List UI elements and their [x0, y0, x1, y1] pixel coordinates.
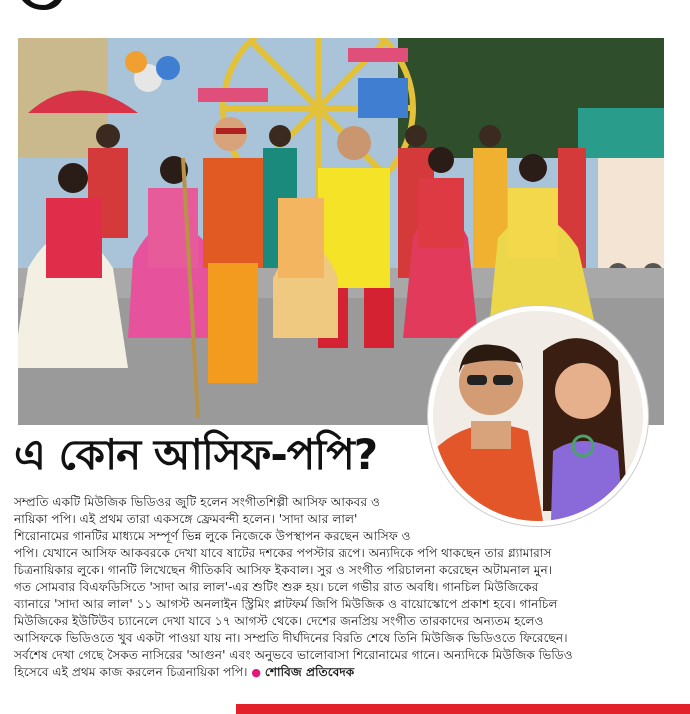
byline: শোবিজ প্রতিবেদক — [264, 665, 355, 679]
article-headline: এ কোন আসিফ-পপি? — [14, 430, 378, 479]
body-line: সম্প্রতি একটি মিউজিক ভিডিওর জুটি হলেন সংগীতশিল্পী আসিফ আকবর ও — [14, 495, 380, 509]
body-line-last — [14, 664, 678, 681]
body-line: আসিফকে ভিডিওতে খুব একটা পাওয়া যায় না। সম্প্রতি দীর্ঘদিনের বিরতি শেষে তিনি মিউজিক ভিডিওতে ফিরেছেন। — [14, 631, 568, 645]
body-line: ব্যানারে 'সাদা আর লাল' ১১ আগস্ট অনলাইন স্ট্রিমিং প্লাটফর্ম জিপি মিউজিক ও বায়োস্কোপে প্রকাশ হবে। গানচিল — [14, 597, 558, 611]
article-body — [14, 494, 678, 681]
body-line: মিউজিকের ইউটিউব চ্যানেলে দেখা যাবে ১৭ আগস্ট থেকে। দেশের জনপ্রিয় সংগীত তারকাদের অন্যতম হলেও — [14, 614, 544, 628]
body-line: নায়িকা পপি। এই প্রথম তারা একসঙ্গে ফ্রেমবন্দী হলেন। 'সাদা আর লাল' — [14, 512, 358, 526]
body-line: শিরোনামের গানটির মাধ্যমে সম্পূর্ণ ভিন্ন লুকে নিজেকে উপস্থাপন করছেন আসিফ ও — [14, 529, 411, 543]
body-line: চিত্রনায়িকার লুকে। গানটি লিখেছেন গীতিকবি আসিফ ইকবাল। সুর ও সংগীত পরিচালনা করেছেন অটামনাল মুন। — [14, 563, 553, 577]
body-line: সর্বশেষ দেখা গেছে সৈকত নাসিরের 'আগুন' এবং অনুভবে ভালোবাসা শিরোনামের গানে। অন্যদিকে মিউজিক ভিডিও — [14, 648, 573, 662]
body-line: গত সোমবার বিএফডিসিতে 'সাদা আর লাল'-এর শুটিং শুরু হয়। চলে গভীর রাত অবধি। গানচিল মিউজিকের — [14, 580, 539, 594]
inset-portrait — [428, 306, 648, 526]
inset-portrait-illustration — [433, 311, 643, 521]
body-line-text: হিসেবে এই প্রথম কাজ করলেন চিত্রনায়িকা পপি। — [14, 665, 248, 679]
masthead-corner-glyph — [0, 0, 70, 14]
body-line: পপি। যেখানে আসিফ আকবরকে দেখা যাবে ষাটের দশকের পপস্টার রূপে। অন্যদিকে পপি থাকছেন তার গ্ল্যামারাস — [14, 546, 552, 560]
bullet-dot-icon: ● — [251, 666, 262, 679]
footer-red-strip — [236, 704, 690, 714]
